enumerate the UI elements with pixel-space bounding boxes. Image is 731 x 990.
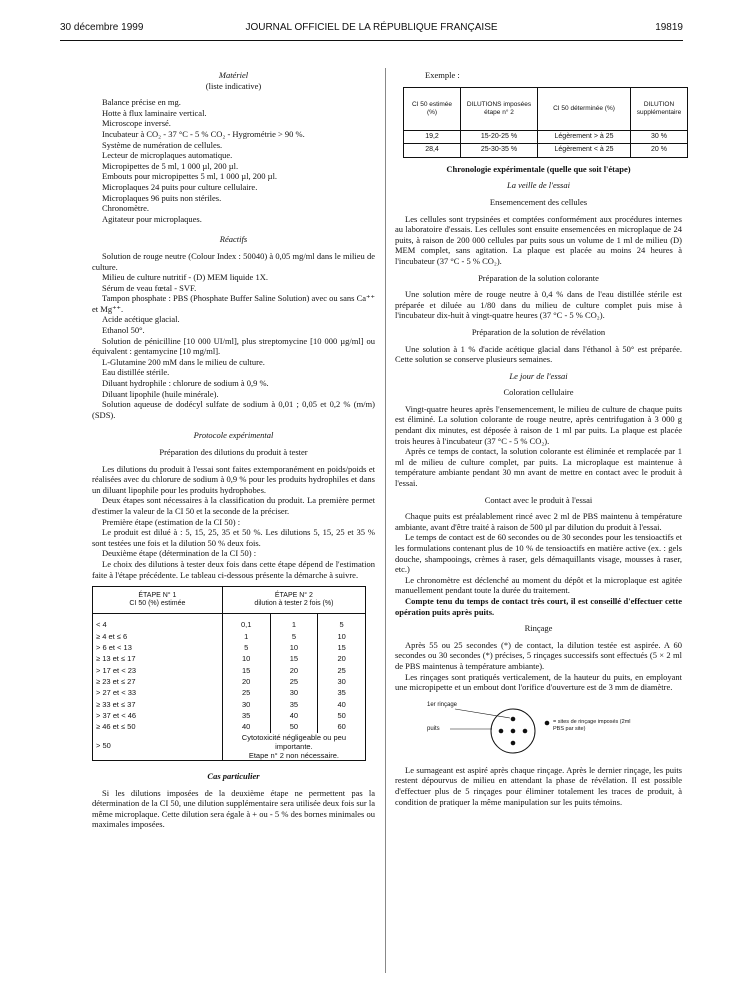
table-row: > 17 et < 23 15 20 25 [93,665,366,676]
list-item: L-Glutamine 200 mM dans le milieu de culture. [102,356,265,367]
list-item: Eau distillée stérile. [102,367,170,378]
list-item: Solution de rouge neutre (Colour Index : 50040) à 0,05 mg/ml dans le milieu de culture. [92,250,375,272]
table-header-cell: CI 50 estimée (%) [404,87,461,130]
rinse-site-dot [523,728,528,733]
rinse-site-dot [499,728,504,733]
paragraph: Le produit est dilué à : 5, 15, 25, 35 et 50 %. Les dilutions 5, 15, 25 et 35 % sont testées une fois et la dilution 50 % deux fois. [92,527,375,548]
list-item: Embouts pour micropipettes 5 ml, 1 000 µl, 200 µl. [102,171,278,182]
header-date: 30 décembre 1999 [60,22,144,33]
paragraph: Les dilutions du produit à l'essai sont faites extemporanément en poids/poids et réalisées avec du chlorure de sodium à 0,9 % pour les produits hydrophiles et dans un diluant lipophile pour les produits hydrophobes. [92,463,375,495]
table-header-cell: ÉTAPE N° 2 dilution à tester 2 fois (%) [222,587,365,614]
colorante-title: Préparation de la solution colorante [478,272,599,283]
paragraph: Première étape (estimation de la CI 50) : [102,516,241,527]
legend-dot [545,720,550,725]
table-header-cell: ÉTAPE N° 1 CI 50 (%) estimée [93,587,223,614]
reactifs-title: Réactifs [219,234,248,245]
list-item: Chronomètre. [102,203,149,214]
list-item: Agitateur pour microplaques. [102,213,202,224]
rincage-title: Rinçage [524,623,553,634]
table-row: < 4 0,1 1 5 [93,620,366,631]
paragraph: Le surnageant est aspiré après chaque rinçage. Après le dernier rinçage, les puits restent dépourvus de milieu en attendant la phase de révélation. Il est possible d'effectuer plus de 5 rinçages pour éliminer totalement les traces de produit, à condition de pratiquer la même manipulation sur les puits témoins. [395,764,682,807]
paragraph: Le chronomètre est déclenché au moment du dépôt et la microplaque est agitée manuellement pendant toute la durée du traitement. [395,574,682,596]
coloration-title: Coloration cellulaire [503,387,574,398]
right-column [395,70,682,807]
list-item: Diluant hydrophile : chlorure de sodium à 0,9 %. [102,378,269,389]
materiel-title: Matériel [218,70,249,80]
list-item: Tampon phosphate : PBS (Phosphate Buffer Saline Solution) avec ou sans Ca⁺⁺ et Mg⁺⁺. [92,293,375,314]
ensemencement-title: Ensemencement des cellules [489,196,588,207]
rinse-site-dot [511,716,516,721]
paragraph: Le temps de contact est de 60 secondes ou de 30 secondes pour les tensioactifs et les formulations contenant plus de 10 % de tensioactifs en matière active (ex. : gels douche, shampooings, crèmes à raser, gels démaquillants visage, mousses à raser, etc.) [395,532,682,575]
table-row: > 50 Cytotoxicité négligeable ou peu importante. Etape n° 2 non nécessaire. [93,733,366,761]
table-row: > 37 et < 46 35 40 50 [93,711,366,722]
table-row: 28,4 25-30-35 % Légèrement < à 25 20 % [404,144,688,158]
list-item: Hotte à flux laminaire vertical. [102,107,207,118]
paragraph: Si les dilutions imposées de la deuxième étape ne permettent pas la détermination de la CI 50, une dilution supplémentaire sera utilisée deux fois sur la même microplaque. Cette dilution sera égale à + ou - 5 % des bornes minimales ou maximales imposées. [92,787,375,830]
paragraph: Deuxième étape (détermination de la CI 50) : [102,548,257,559]
paragraph: Vingt-quatre heures après l'ensemencement, le milieu de culture de chaque puits est éliminé. La solution colorante de rouge neutre, après centrifugation à 3 000 g pendant dix minutes, est déposée à raison de 1 ml par puits. La plaque est placée trois heures à l'incubateur (37 °C - 5 % CO₂). [395,403,682,446]
table-row: ≥ 4 et ≤ 6 1 5 10 [93,631,366,642]
contact-title: Contact avec le produit à l'essai [484,494,593,505]
veille-title: La veille de l'essai [507,180,570,191]
table-header-cell: DILUTION supplémentaire [631,87,688,130]
table-header-row [404,87,688,130]
chronologie-title: Chronologie expérimentale (quelle que soit l'étape) [446,163,631,174]
table-row: ≥ 33 et ≤ 37 30 35 40 [93,699,366,710]
header-journal-title: JOURNAL OFFICIEL DE LA RÉPUBLIQUE FRANÇAISE [245,22,498,33]
paragraph: Après 55 ou 25 secondes (*) de contact, la dilution testée est aspirée. A 60 secondes ou 30 secondes (*) précises, 5 rinçages successifs sont effectués (5 × 2 ml de PBS maintenus à température ambiante). [395,639,682,671]
table-note: Etape n° 2 non nécessaire. [248,751,339,761]
paragraph: Après ce temps de contact, la solution colorante est éliminée et remplacée par 1 ml de milieu de culture complet, par puits. La microplaque est maintenue à température ambiante pendant 30 mn avant de mettre en contact avec le produit à l'essai. [395,446,682,489]
list-item: Milieu de culture nutritif - (D) MEM liquide 1X. [102,272,268,283]
rinse-site-dot [511,740,516,745]
paragraph: Deux étapes sont nécessaires à la classification du produit. La première permet d'estimer la valeur de la CI 50 et la seconde de la préciser. [92,495,375,516]
paragraph: Compte tenu du temps de contact très court, il est conseillé d'effectuer cette opération puits après puits. [395,595,682,617]
list-item: Microplaques 96 puits non stériles. [102,192,222,203]
paragraph: Les rinçages sont pratiqués verticalement, de la hauteur du puits, en employant une micropipette et un embout dont l'orifice d'ouverture est de 3 mm de diamètre. [395,671,682,693]
list-item: Solution aqueuse de dodécyl sulfate de sodium à 0,01 ; 0,05 et 0,2 % (m/m) (SDS). [92,399,375,420]
table-header-row [93,587,366,614]
list-item: Sérum de veau fœtal - SVF. [102,282,197,293]
list-item: Système de numération de cellules. [102,139,223,150]
table-row: ≥ 46 et ≤ 50 40 50 60 [93,722,366,733]
paragraph: Les cellules sont trypsinées et comptées conformément aux procédures internes au laboratoire d'essais. Les cellules sont ensuite ensemencées en microplaque de 24 puits, à raison de 200 000 cellules par puits sous un volume de 1 ml de milieu (D) MEM complet, sans agitation. La plaque est placée au moins 24 heures à l'incubateur (37 °C - 5 % CO₂). [395,213,682,266]
table-row: ≥ 23 et ≤ 27 20 25 30 [93,677,366,688]
table-note: Cytotoxicité négligeable ou peu importante. [241,733,347,752]
list-item: Lecteur de microplaques automatique. [102,150,233,161]
paragraph: Une solution mère de rouge neutre à 0,4 % dans de l'eau distillée stérile est préparée et diluée au 1/80 dans du milieu de culture complet puis mise à l'incubateur dix-huit à vingt-quatre heures (37 °C - 5 % CO₂). [395,289,682,321]
legend-text: = sites de rinçage imposés (2ml PBS par site) [553,718,631,732]
paragraph: Une solution à 1 % d'acide acétique glacial dans l'éthanol à 50° est préparée. Cette solution se conserve plusieurs semaines. [395,343,682,365]
rincage-diagram [395,699,682,759]
reactifs-list [92,251,375,421]
column-divider [385,68,386,973]
list-item: Balance précise en mg. [102,97,181,108]
list-item: Diluant lipophile (huile minérale). [102,388,219,399]
jour-title: Le jour de l'essai [509,370,568,381]
paragraph: Chaque puits est préalablement rincé avec 2 ml de PBS maintenu à température ambiante, avant d'être traité à raison de 500 µl par dilution du produit à l'essai. [395,511,682,532]
cas-particulier-title: Cas particulier [207,771,260,782]
paragraph: Le choix des dilutions à tester deux fois dans cette étape dépend de l'estimation faite à l'étape précédente. Le tableau ci-dessous présente la démarche à suivre. [92,558,375,580]
list-item: Micropipettes de 5 ml, 1 000 µl, 200 µl. [102,160,239,171]
list-item: Ethanol 50°. [102,325,145,336]
dilution-table [92,586,366,761]
label-well: puits [427,725,440,732]
table-row: > 27 et < 33 25 30 35 [93,688,366,699]
header-rule [60,40,683,41]
header-page-number: 19819 [655,22,683,33]
leader-line-rincage [455,709,510,718]
rinse-site-dot [511,728,516,733]
table-header-cell: CI 50 déterminée (%) [538,87,631,130]
list-item: Microplaques 24 puits pour culture cellulaire. [102,181,258,192]
table-header-cell: DILUTIONS imposées étape n° 2 [461,87,538,130]
list-item: Incubateur à CO₂ - 37 °C - 5 % CO₂ - Hygrométrie > 90 %. [102,128,305,139]
revelation-title: Préparation de la solution de révélation [471,326,606,337]
list-item: Microscope inversé. [102,118,171,129]
table-row: 19,2 15-20-25 % Légèrement > à 25 30 % [404,130,688,144]
materiel-list [92,97,375,224]
example-table [403,87,688,158]
exemple-label: Exemple : [425,70,460,80]
list-item: Acide acétique glacial. [102,314,180,325]
page-header [60,22,683,36]
materiel-subtitle: (liste indicative) [205,80,262,91]
label-first-rinse: 1er rinçage [427,701,458,708]
prep-dilutions-title: Préparation des dilutions du produit à tester [159,447,308,457]
left-column [92,70,375,830]
table-row: > 6 et < 13 5 10 15 [93,643,366,654]
list-item: Solution de pénicilline [10 000 UI/ml], plus streptomycine [10 000 µg/ml] ou équivalent : gentamycine [10 mg/ml]. [92,335,375,357]
protocole-title: Protocole expérimental [193,430,274,441]
table-row: ≥ 13 et ≤ 17 10 15 20 [93,654,366,665]
